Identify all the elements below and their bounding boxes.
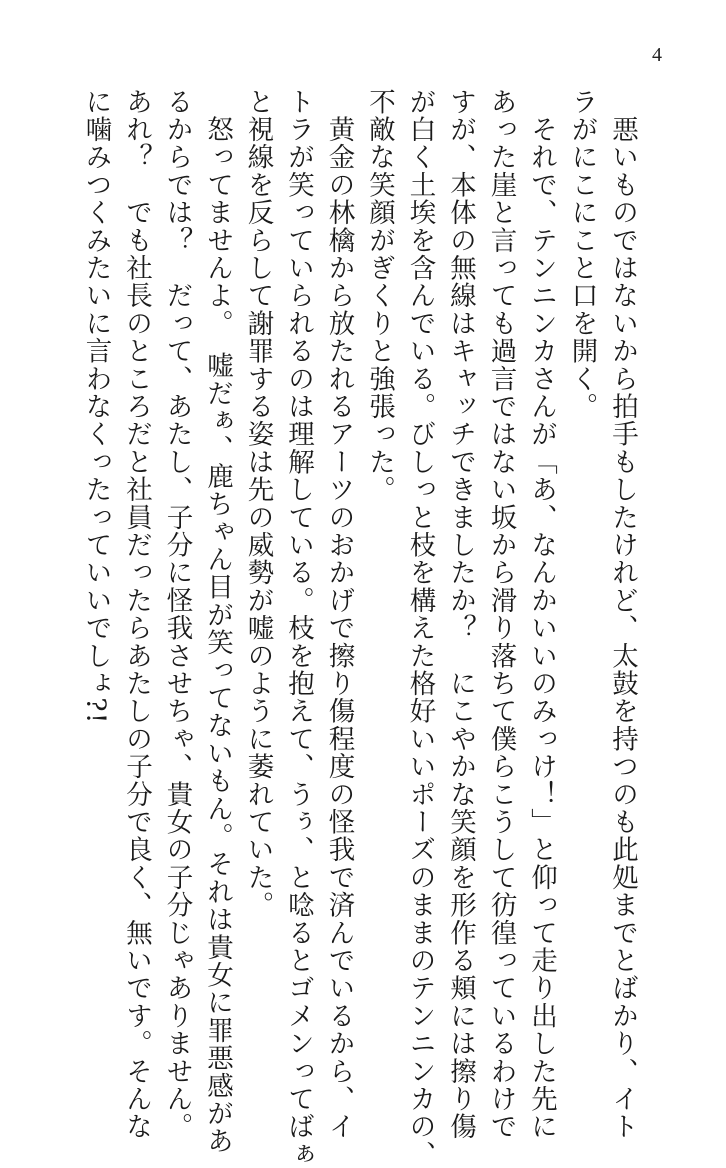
text-line: 悪いものではないから拍手もしたけれど、太鼓を持つのも此処までとばかり、イト (607, 88, 638, 1141)
text-line: が白く土埃を含んでいる。びしっと枝を構えた格好いいポーズのままのテンニンカの、 (404, 88, 436, 1168)
text-line: 黄金の林檎から放たれるアーツのおかげで擦り傷程度の怪我で済んでいるから、イ (323, 88, 355, 1141)
text-line: るからでは？ だって、あたし、子分に怪我させちゃ、貴女の子分じゃありません。 (161, 88, 193, 1141)
text-line: それで、テンニンカさんが「あ、なんかいいのみっけ！」と仰って走り出した先に (526, 88, 557, 1141)
text-line: あった崖と言っても過言ではない坂から滑り落ちて僕らこうして彷徨っているわけで (485, 88, 517, 1141)
text-line: トラが笑っていられるのは理解している。枝を抱えて、うぅ、と唸るとゴメンってばぁ (283, 88, 314, 1168)
vertical-text-body (80, 88, 642, 1168)
text-line: と視線を反らして謝罪する姿は先の威勢が嘘のように萎れていた。 (242, 88, 274, 919)
page-number: 4 (652, 44, 662, 66)
text-line: に噛みつくみたいに言わなくったっていいでしょ?! (80, 88, 112, 725)
text-line: ラがにこにこと口を開く。 (566, 88, 598, 421)
text-line: 怒ってませんよ。 嘘だぁ、鹿ちゃん目が笑ってないもん。それは貴女に罪悪感があ (202, 88, 233, 1156)
text-line: 不敵な笑顔がぎくりと強張った。 (364, 88, 395, 504)
text-line: あれ？ でも社長のところだと社員だったらあたしの子分で良く、無いです。そんな (121, 88, 152, 1141)
text-line: すが、本体の無線はキャッチできましたか？ にこやかな笑顔を形作る頬には擦り傷 (445, 88, 476, 1141)
